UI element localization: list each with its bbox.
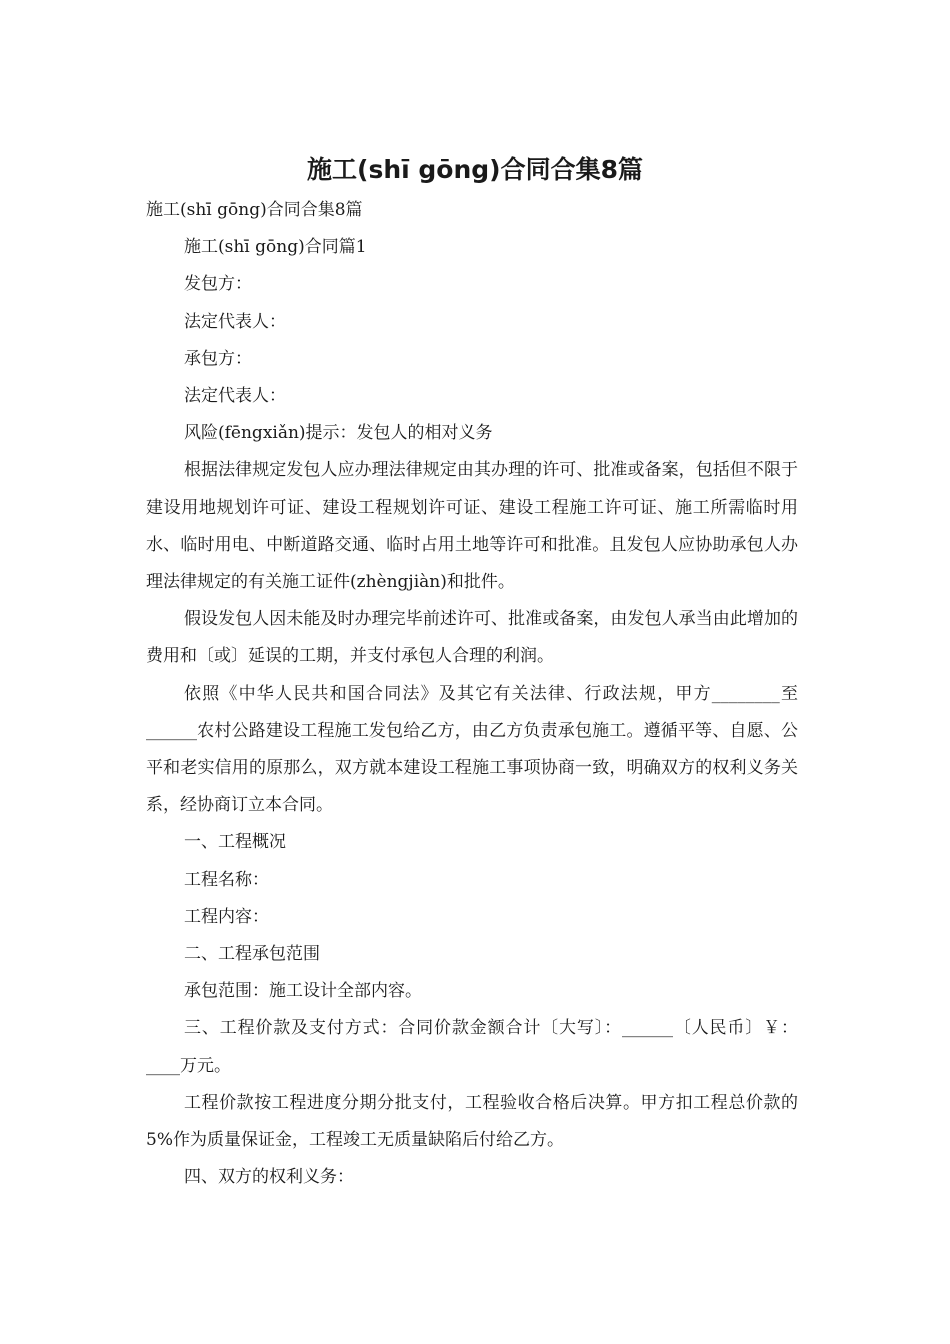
paragraph: 工程内容： <box>184 906 269 927</box>
paragraph: 四、双方的权利义务： <box>184 1167 354 1188</box>
paragraph: 工程价款按工程进度分期分批支付，工程验收合格后决算。甲方扣工程总价款的5%作为质量保证金，工程竣工无质量缺陷后付给乙方。 <box>146 1092 798 1151</box>
paragraph: 风险(fēngxiǎn)提示：发包人的相对义务 <box>184 423 493 444</box>
paragraph: 施工(shī gōng)合同合集8篇 <box>146 200 363 220</box>
paragraph: 假设发包人因未能及时办理完毕前述许可、批准或备案，由发包人承当由此增加的费用和〔或〕延误的工期，并支付承包人合理的利润。 <box>146 609 798 667</box>
paragraph: 发包方： <box>184 274 252 295</box>
paragraph: 法定代表人： <box>184 386 286 407</box>
paragraph: 施工(shī gōng)合同篇1 <box>184 237 367 258</box>
document-body <box>146 192 798 1196</box>
paragraph: 三、工程价款及支付方式：合同价款金额合计〔大写〕：______〔人民币〕￥：____万元。 <box>146 1018 798 1076</box>
paragraph: 承包方： <box>184 348 252 369</box>
document-title: 施工(shī gōng)合同合集8篇 <box>307 155 643 184</box>
paragraph: 法定代表人： <box>184 311 286 332</box>
paragraph: 一、工程概况 <box>184 832 286 853</box>
paragraph: 工程名称： <box>184 869 269 890</box>
paragraph: 根据法律规定发包人应办理法律规定由其办理的许可、批准或备案，包括但不限于建设用地规划许可证、建设工程规划许可证、建设工程施工许可证、施工所需临时用水、临时用电、中断道路交通、临时占用土地等许可和批准。且发包人应协助承包人办理法律规定的有关施工证件(zhèngjiàn)和批件。 <box>146 460 798 593</box>
paragraph: 承包范围：施工设计全部内容。 <box>184 981 422 1002</box>
paragraph: 二、工程承包范围 <box>184 944 320 965</box>
paragraph: 依照《中华人民共和国合同法》及其它有关法律、行政法规，甲方________至______农村公路建设工程施工发包给乙方，由乙方负责承包施工。遵循平等、自愿、公平和老实信用的原那么，双方就本建设工程施工事项协商一致，明确双方的权利义务关系，经协商订立本合同。 <box>146 683 798 816</box>
